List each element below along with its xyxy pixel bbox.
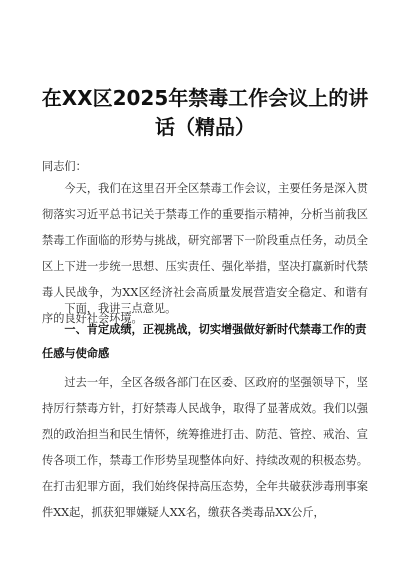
section-heading-1: 一、肯定成绩，正视挑战，切实增强做好新时代禁毒工作的责任感与使命感 [42, 323, 367, 360]
paragraph-points: 下面，我讲三点意见。 [64, 302, 177, 315]
document-title: 在XX区2025年禁毒工作会议上的讲话（精品） [41, 86, 369, 139]
paragraph-achievements: 过去一年，全区各级各部门在区委、区政府的坚强领导下，坚持厉行禁毒方针，打好禁毒人民战争，取得了显著成效。我们以强烈的政治担当和民生情怀，统筹推进打击、防范、管控、戒治、宣传各项工作，禁毒工作形势呈现整体向好、持续改观的积极态势。在打击犯罪方面，我们始终保持高压态势，全年共破获涉毒刑事案件XX起，抓获犯罪嫌疑人XX名，缴获各类毒品XX公斤， [42, 376, 368, 519]
paragraph-intro: 今天，我们在这里召开全区禁毒工作会议，主要任务是深入贯彻落实习近平总书记关于禁毒工作的重要指示精神，分析当前我区禁毒工作面临的形势与挑战，研究部署下一阶段重点任务，动员全区上下进一步统一思想、压实责任、强化举措，坚决打赢新时代禁毒人民战争，为XX区经济社会高质量发展营造安全稳定、和谐有序的良好社会环境。 [42, 182, 368, 325]
salutation: 同志们： [42, 160, 87, 173]
